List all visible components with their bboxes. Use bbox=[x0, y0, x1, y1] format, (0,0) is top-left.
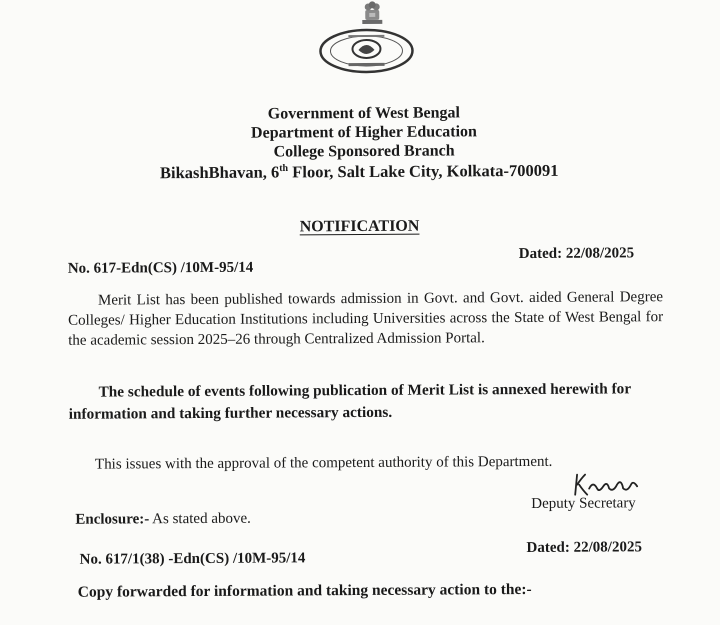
header-branch: College Sponsored Branch bbox=[273, 142, 455, 161]
enclosure-line bbox=[75, 511, 251, 529]
address-superscript: th bbox=[279, 162, 289, 174]
copy-forwarded-line: Copy forwarded for information and taking necessary action to the:- bbox=[77, 580, 532, 601]
header-address bbox=[0, 160, 719, 184]
enclosure-label: Enclosure:- bbox=[75, 511, 150, 528]
state-emblem-icon bbox=[358, 0, 386, 26]
header-department: Department of Higher Education bbox=[250, 123, 477, 142]
state-seal-logo bbox=[318, 28, 414, 75]
body-paragraph-2: The schedule of events following publication of Merit List is annexed herewith for information and taking further necessary actions. bbox=[68, 380, 631, 423]
notification-title-text: NOTIFICATION bbox=[299, 217, 420, 236]
body-paragraph-3: This issues with the approval of the competent authority of this Department. bbox=[94, 453, 553, 473]
header-government: Government of West Bengal bbox=[267, 104, 460, 123]
memo-number: No. 617-Edn(CS) /10M-95/14 bbox=[67, 259, 254, 277]
copy-memo-number: No. 617/1(38) -Edn(CS) /10M-95/14 bbox=[79, 550, 306, 568]
notification-title bbox=[0, 216, 720, 238]
enclosure-value: As stated above. bbox=[149, 510, 251, 528]
signatory-designation: Deputy Secretary bbox=[531, 495, 636, 512]
memo-date: Dated: 22/08/2025 bbox=[518, 245, 635, 263]
copy-memo-date: Dated: 22/08/2025 bbox=[526, 539, 642, 556]
address-part-1: BikashBhavan, 6 bbox=[159, 162, 280, 183]
address-part-2: Floor, Salt Lake City, Kolkata-700091 bbox=[288, 160, 559, 182]
body-paragraph-1: Merit List has been published towards admission in Govt. and Govt. aided General Degree Colleges/ Higher Education Institutions including Universities across the State of West Bengal for the academic session 2025–26 through Centralized Admission Portal. bbox=[68, 289, 664, 349]
